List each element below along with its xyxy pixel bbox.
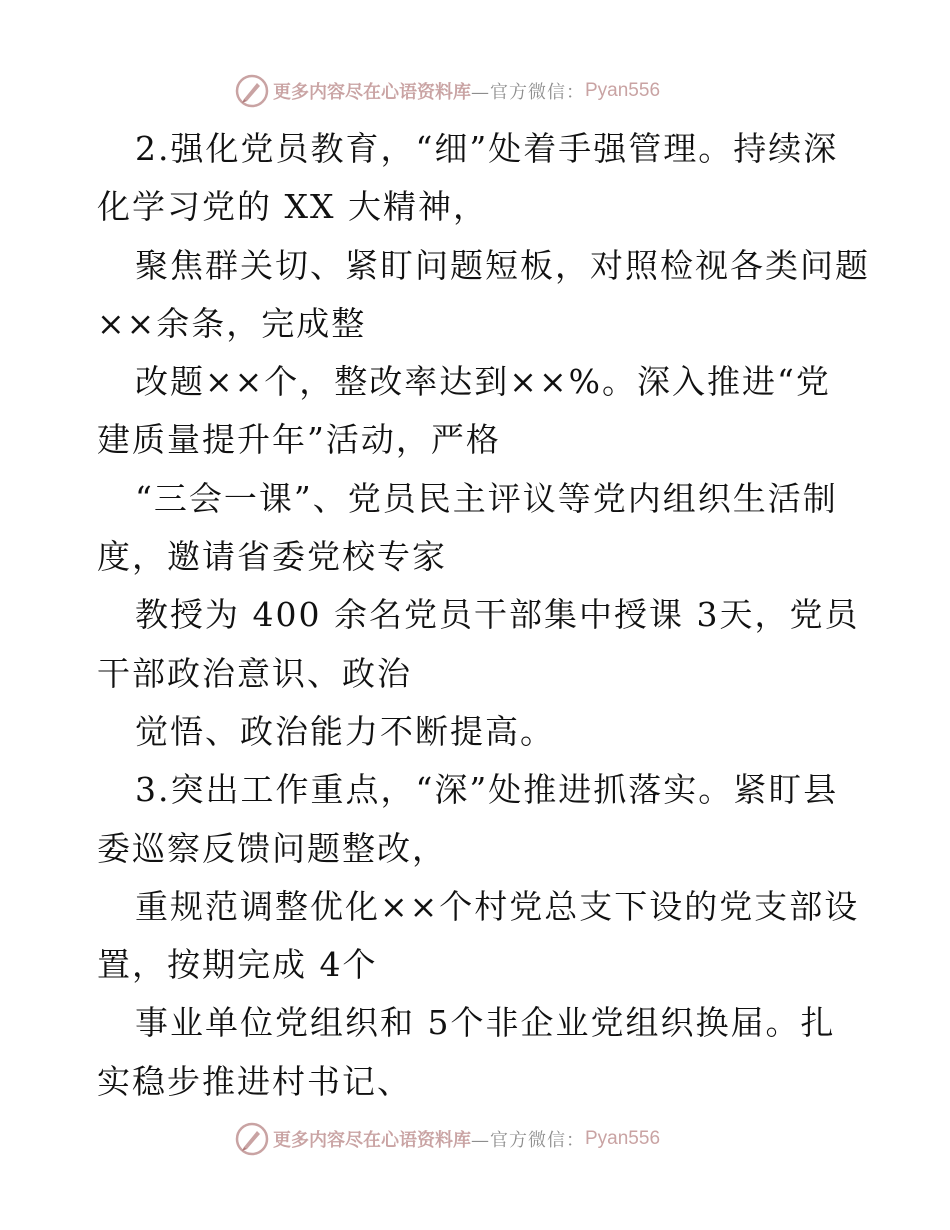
quill-logo-icon: [235, 74, 269, 108]
footer-watermark: [235, 1122, 660, 1156]
body-line: 化学习党的 XX 大精神，: [97, 187, 488, 227]
body-line: 聚焦群关切、紧盯问题短板，对照检视各类问题: [135, 245, 870, 285]
watermark-wechat-id: Pyan556: [585, 1128, 661, 1149]
body-line: 觉悟、政治能力不断提高。: [135, 711, 555, 751]
watermark-wechat-id: Pyan556: [585, 80, 661, 101]
watermark-main-text: 更多内容尽在心语资料库: [273, 1130, 471, 1151]
watermark-sub-text: —官方微信：: [471, 82, 585, 103]
body-line: 2.强化党员教育，“细”处着手强管理。持续深: [135, 129, 839, 168]
body-line: 委巡察反馈问题整改，: [97, 828, 447, 868]
body-line: 教授为 400 余名党员干部集中授课 3天，党员: [135, 595, 860, 635]
body-line: 建质量提升年”活动，严格: [97, 420, 501, 460]
document-body: [97, 120, 870, 1111]
body-line: “三会一课”、党员民主评议等党内组织生活制: [135, 478, 838, 518]
header-watermark: [235, 74, 660, 108]
body-line: 度，邀请省委党校专家: [97, 537, 447, 577]
watermark-main-text: 更多内容尽在心语资料库: [273, 82, 471, 103]
body-line: 置，按期完成 4个: [97, 945, 378, 985]
body-line: 干部政治意识、政治: [97, 653, 412, 693]
body-line: 改题××个，整改率达到××%。深入推进“党: [135, 362, 831, 402]
quill-logo-icon: [235, 1122, 269, 1156]
body-line: ××余条，完成整: [97, 303, 367, 343]
body-line: 3.突出工作重点，“深”处推进抓落实。紧盯县: [135, 770, 839, 810]
body-line: 重规范调整优化××个村党总支下设的党支部设: [135, 886, 860, 926]
body-line: 实稳步推进村书记、: [97, 1061, 412, 1101]
body-line: 事业单位党组织和 5个非企业党组织换届。扎: [135, 1003, 836, 1043]
watermark-sub-text: —官方微信：: [471, 1130, 585, 1151]
